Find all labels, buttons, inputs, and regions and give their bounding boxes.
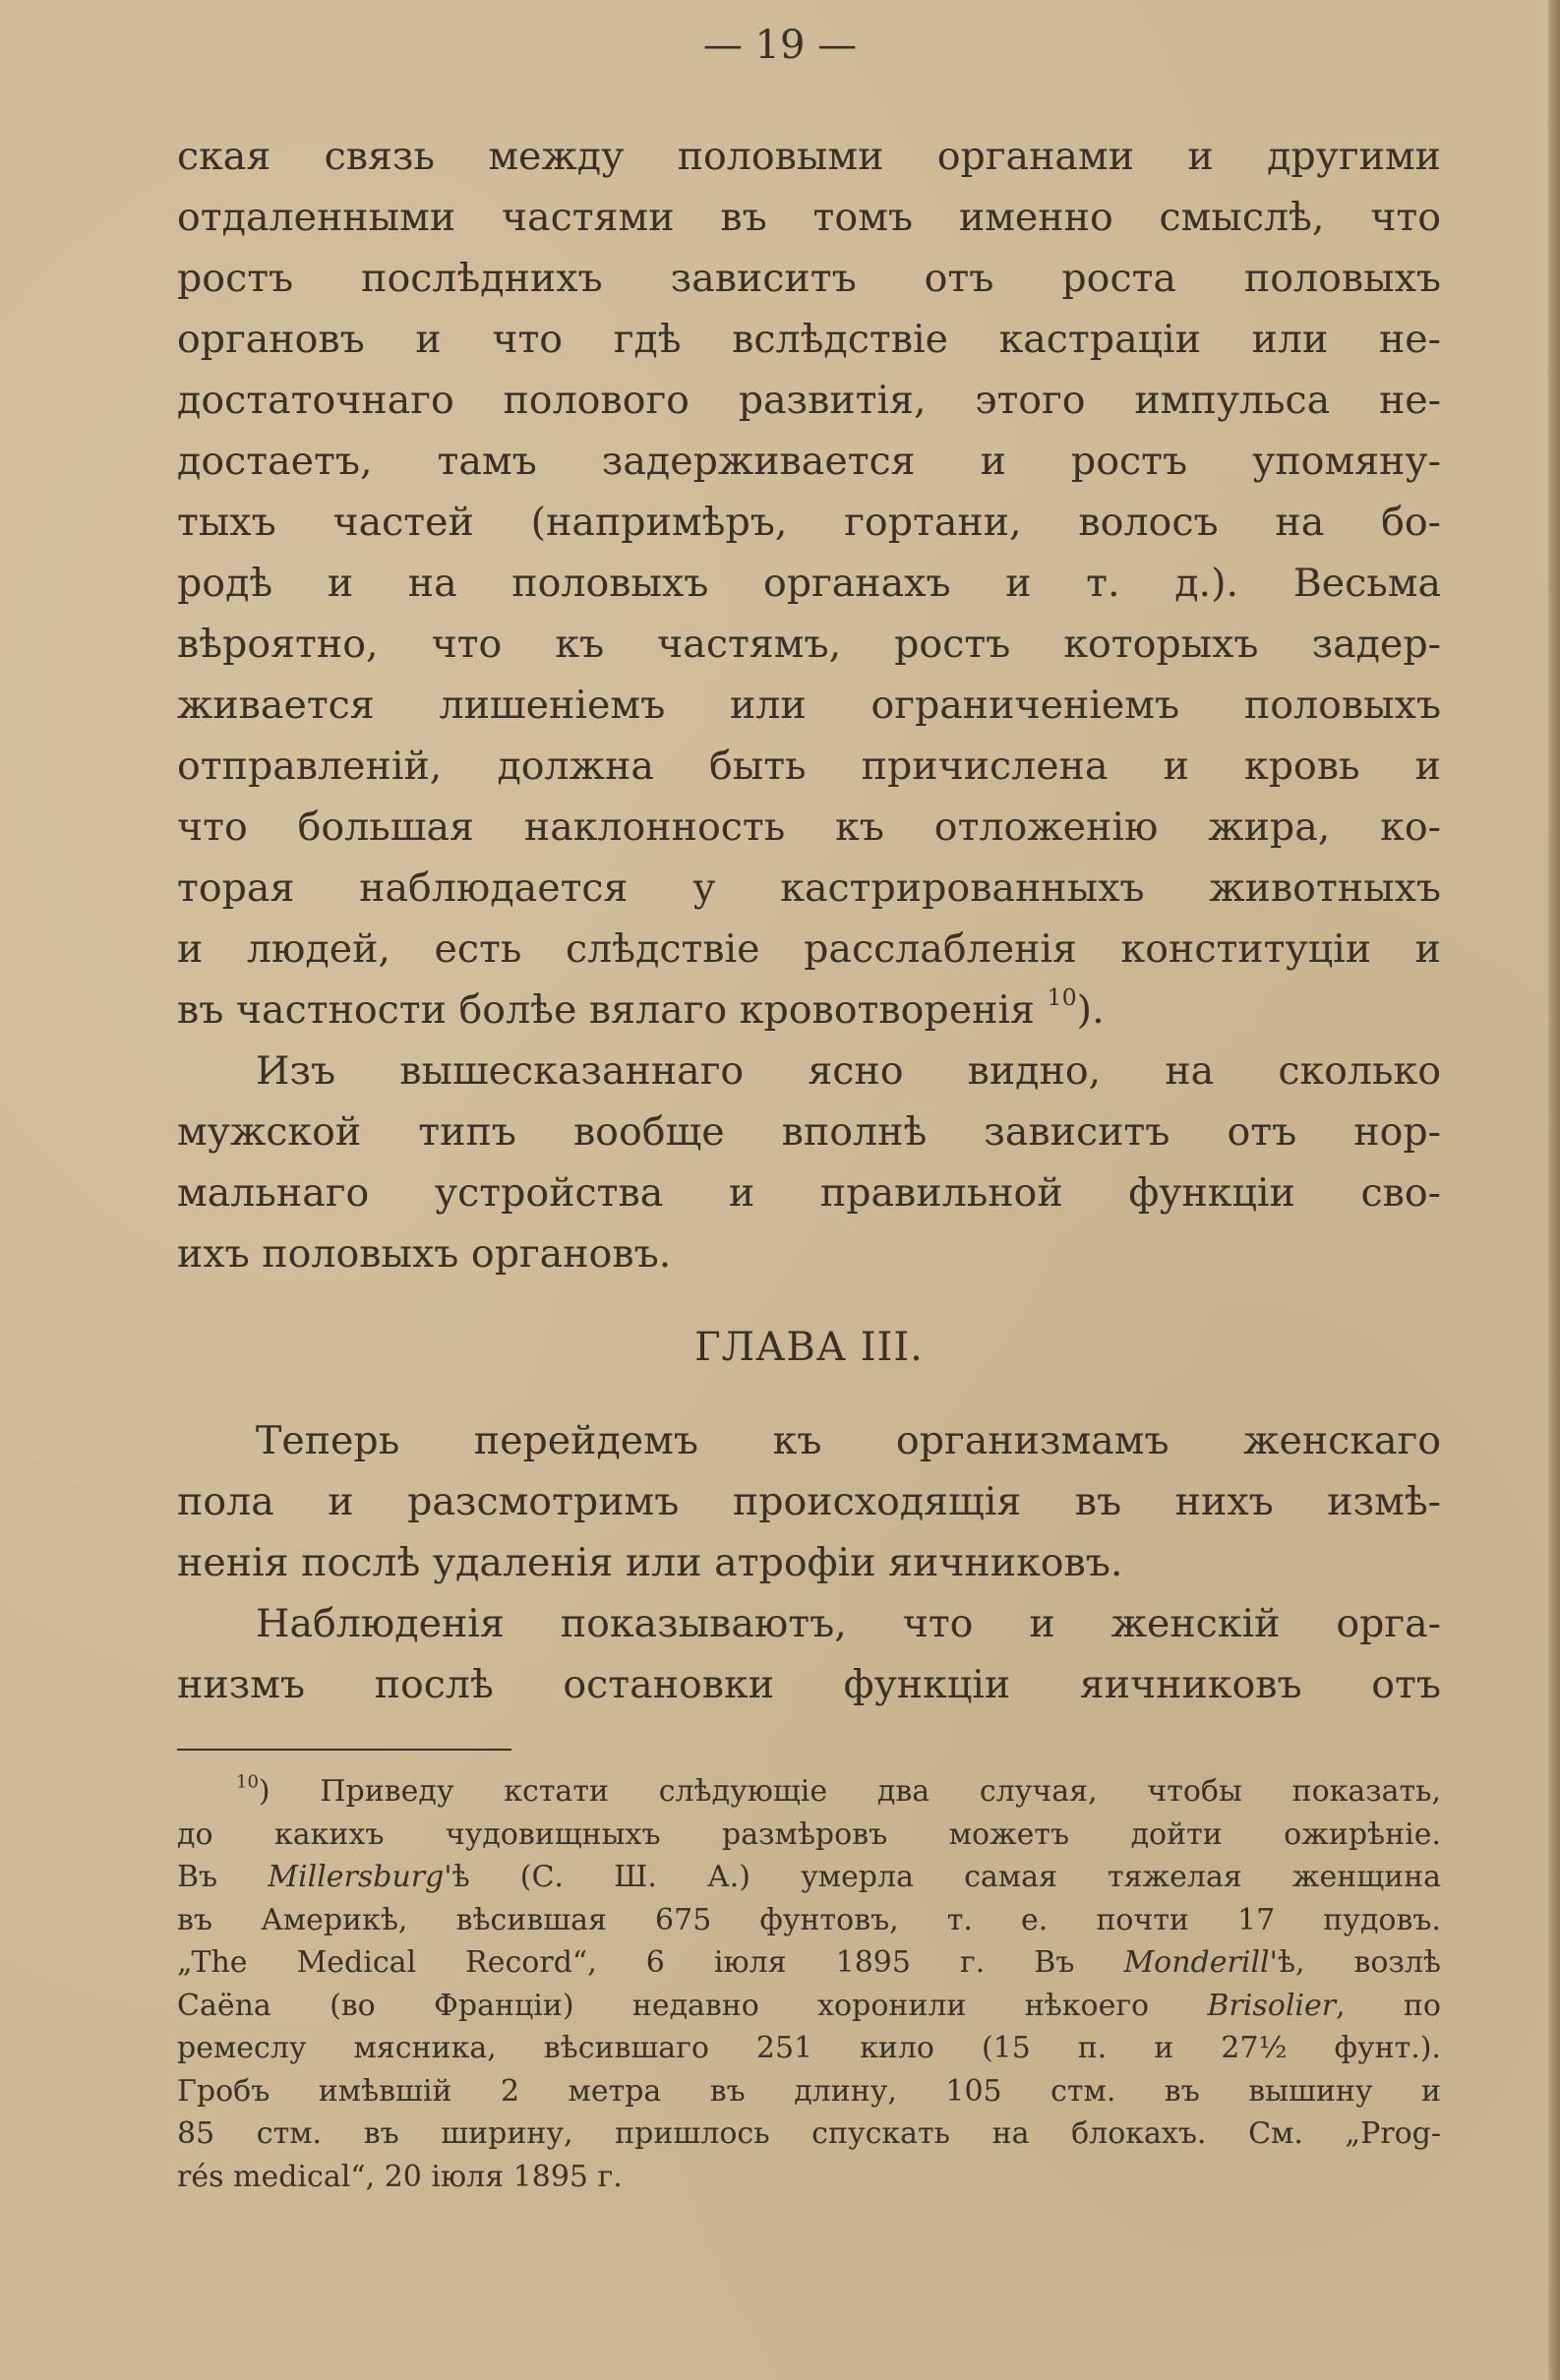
footnote-text: ) Приведу кстати слѣдующіе два случая, чтобы показать, <box>258 1774 1441 1809</box>
footnote-line: въ Америкѣ, вѣсившая 675 фунтовъ, т. е. почти 17 пудовъ. <box>177 1902 1441 1937</box>
text-line: отдаленными частями въ томъ именно смыслѣ, что <box>177 195 1441 240</box>
person-name: Brisolier <box>1207 1988 1337 2023</box>
text-line: родѣ и на половыхъ органахъ и т. д.). Весьма <box>177 561 1441 606</box>
footnote-line: 85 стм. въ ширину, пришлось спускать на блокахъ. См. „Prog- <box>177 2116 1441 2151</box>
text-line: и людей, есть слѣдствіе расслабленія конституціи и <box>177 926 1441 972</box>
main-text <box>177 126 1441 1715</box>
footnote-text: Въ <box>177 1860 269 1894</box>
footnote-text: „The Medical Record“, 6 іюля 1895 г. Въ <box>177 1945 1124 1980</box>
text-line: ненія послѣ удаленія или атрофіи яичниковъ. <box>177 1540 1123 1585</box>
paragraph <box>177 1593 1441 1715</box>
footnote-marker: 10 <box>236 1771 259 1793</box>
footnote-line: Гробъ имѣвшій 2 метра въ длину, 105 стм. въ вышину и <box>177 2073 1441 2109</box>
text-line: достаточнаго полового развитія, этого импульса не- <box>177 378 1441 423</box>
text-line: отправленій, должна быть причислена и кровь и <box>177 744 1441 789</box>
text-line: ростъ послѣднихъ зависитъ отъ роста половыхъ <box>177 256 1441 301</box>
text-line: живается лишеніемъ или ограниченіемъ половыхъ <box>177 683 1441 728</box>
text-line: Наблюденія показываютъ, что и женскій орга- <box>256 1601 1441 1646</box>
text-line: низмъ послѣ остановки функціи яичниковъ отъ <box>177 1662 1441 1707</box>
paragraph-continued <box>177 126 1441 1041</box>
text-line: ская связь между половыми органами и другими <box>177 134 1441 179</box>
footnote <box>177 1770 1441 2198</box>
paragraph <box>177 1410 1441 1593</box>
footnote-text: 'ѣ, возлѣ <box>1269 1945 1441 1980</box>
text-span: въ частности болѣе вялаго кровотворенія <box>177 987 1035 1033</box>
footnote-line <box>177 1985 1441 2028</box>
text-line: пола и разсмотримъ происходящія въ нихъ измѣ- <box>177 1479 1441 1524</box>
text-line: мальнаго устройства и правильной функціи сво- <box>177 1170 1441 1216</box>
text-line: что большая наклонность къ отложенію жира, ко- <box>177 804 1441 850</box>
text-line: торая наблюдается у кастрированныхъ животныхъ <box>177 865 1441 911</box>
footnote-line <box>177 1770 1441 1814</box>
text-line: достаетъ, тамъ задерживается и ростъ упомяну- <box>177 439 1441 484</box>
page-edge-shadow <box>1548 0 1560 2380</box>
place-name: Monderill <box>1123 1945 1270 1980</box>
text-line <box>177 980 1441 1041</box>
footnote-reference[interactable]: 10 <box>1047 983 1077 1012</box>
footnote-line: до какихъ чудовищныхъ размѣровъ можетъ дойти ожирѣніе. <box>177 1816 1441 1852</box>
footnote-line <box>177 1856 1441 1899</box>
footnote-text: Caёna (во Франціи) недавно хоронили нѣкоего <box>177 1988 1208 2023</box>
text-line: Теперь перейдемъ къ организмамъ женскаго <box>256 1418 1441 1463</box>
place-name: Millersburg <box>268 1860 445 1894</box>
text-line: органовъ и что гдѣ вслѣдствіе кастраціи или не- <box>177 317 1441 362</box>
text-line: тыхъ частей (напримѣръ, гортани, волосъ на бо- <box>177 500 1441 545</box>
text-line: ихъ половыхъ органовъ. <box>177 1231 672 1277</box>
footnote-line <box>177 1941 1441 1985</box>
footnote-separator <box>177 1749 511 1751</box>
footnote-line: ремеслу мясника, вѣсившаго 251 кило (15 п. и 27½ фунт.). <box>177 2031 1441 2065</box>
text-line: мужской типъ вообще вполнѣ зависитъ отъ нор- <box>177 1109 1441 1155</box>
footnote-line: rés medical“, 20 іюля 1895 г. <box>177 2159 623 2194</box>
footnote-text: , по <box>1336 1988 1441 2023</box>
page-number: — 19 — <box>702 23 858 68</box>
chapter-heading: ГЛАВА III. <box>694 1325 924 1370</box>
text-span: ). <box>1076 987 1105 1033</box>
footnote-text: 'ѣ (С. Ш. А.) умерла самая тяжелая женщина <box>444 1860 1441 1894</box>
text-line: вѣроятно, что къ частямъ, ростъ которыхъ задер- <box>177 622 1441 667</box>
text-line: Изъ вышесказаннаго ясно видно, на сколько <box>256 1048 1441 1094</box>
paragraph <box>177 1041 1441 1284</box>
